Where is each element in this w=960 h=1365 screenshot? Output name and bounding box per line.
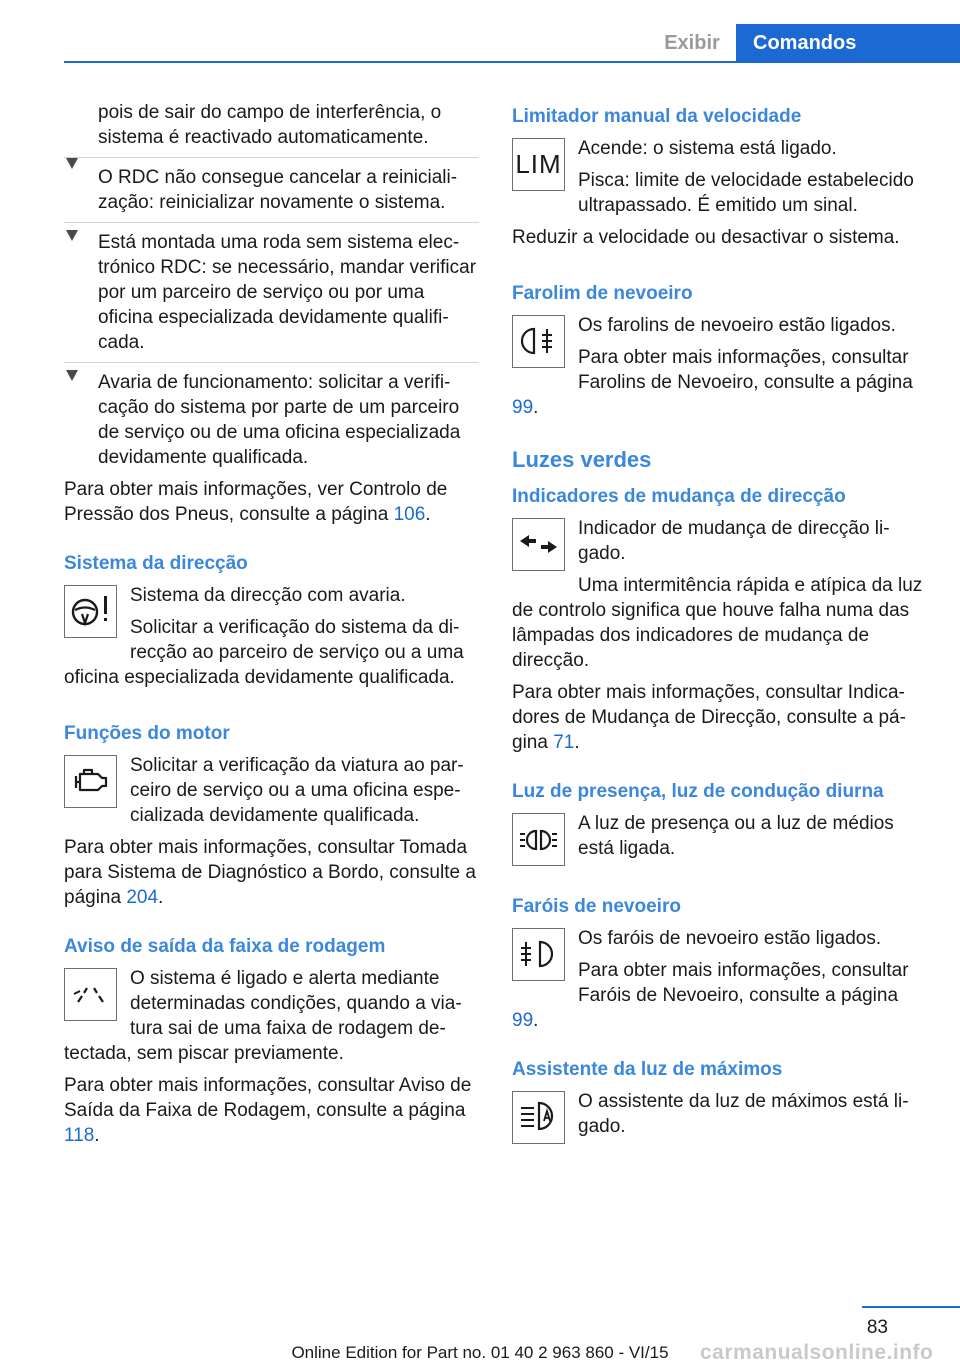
front-fog-text: Os faróis de nevoeiro estão ligados. — [578, 928, 882, 949]
speed-text-3: Reduzir a velocidade ou desactivar o sistema. — [512, 227, 900, 248]
triangle-bullet-icon — [66, 158, 78, 169]
edition-footer: Online Edition for Part no. 01 40 2 963 860 - VI/15 — [291, 1343, 669, 1362]
page-link[interactable]: 118 — [64, 1125, 95, 1146]
engine-more-info: Para obter mais informações, consultar Tomada para Sistema de Diagnóstico a Bordo, consulte a página 204. — [64, 837, 476, 908]
triangle-bullet-icon — [66, 370, 78, 381]
section-title-parking-light: Luz de presença, luz de condução diurna — [512, 781, 884, 802]
speed-text-1: Acende: o sistema está ligado. — [578, 138, 837, 159]
footer-rule — [862, 1306, 960, 1308]
list-item — [64, 362, 479, 470]
section-title-speed-limiter: Limitador manual da velocidade — [512, 106, 802, 127]
header-rule — [64, 61, 960, 63]
section-title-engine: Funções do motor — [64, 723, 230, 744]
list-item-text: O RDC não consegue cancelar a reinicialização: reinicializar novamente o sistema. — [98, 167, 458, 213]
list-item-text: Está montada uma roda sem sistema electrónico RDC: se necessário, mandar verificar por um parceiro de serviço ou por uma oficina especializada devidamente qualificada. — [98, 232, 477, 353]
turn-text-1: Indicador de mudança de direcção ligado. — [578, 518, 890, 564]
page-link[interactable]: 99 — [512, 1010, 534, 1031]
list-item — [64, 222, 479, 355]
tab-exibir[interactable]: Exibir — [664, 32, 720, 54]
lane-departure-icon — [64, 968, 117, 1021]
page-link[interactable]: 99 — [512, 397, 534, 418]
intro-continuation: pois de sair do campo de interferência, o sistema é reactivado automaticamente. — [98, 102, 442, 148]
steering-warning-icon — [64, 585, 117, 638]
turn-text-2: Uma intermitência rápida e atípica da luz de controlo significa que houve falha numa das lâmpadas dos indicadores de mudança de direcção. — [512, 575, 923, 671]
section-title-steering: Sistema da direcção — [64, 553, 248, 574]
turn-more-info: Para obter mais informações, consultar Indicadores de Mudança de Direcção, consulte a página 71. — [512, 682, 906, 753]
speed-text-2: Pisca: limite de velocidade estabelecido ultrapassado. É emitido um sinal. — [578, 170, 914, 216]
watermark: carmanualsonline.info — [700, 1341, 934, 1364]
high-beam-text: O assistente da luz de máximos está ligado. — [578, 1091, 909, 1137]
left-column — [64, 100, 479, 1155]
section-title-lane: Aviso de saída da faixa de rodagem — [64, 936, 386, 957]
parking-light-icon — [512, 813, 565, 866]
rear-fog-text: Os farolins de nevoeiro estão ligados. — [578, 315, 896, 336]
turn-signal-icon — [512, 518, 565, 571]
section-title-high-beam: Assistente da luz de máximos — [512, 1059, 783, 1080]
parking-text: A luz de presença ou a luz de médios está ligada. — [578, 813, 894, 859]
front-fog-more-info: Para obter mais informações, consultar Faróis de Nevoeiro, consulte a página 99. — [512, 960, 909, 1031]
page-number: 83 — [866, 1317, 888, 1338]
lim-icon-label: LIM — [515, 149, 562, 179]
page-link[interactable]: 106 — [393, 504, 426, 525]
tab-comandos[interactable]: Comandos — [736, 24, 960, 62]
steering-text-1: Sistema da direcção com avaria. — [130, 585, 406, 606]
rear-fog-more-info: Para obter mais informações, consultar Farolins de Nevoeiro, consulte a página 99. — [512, 347, 913, 418]
lim-icon — [512, 138, 565, 191]
rdc-more-info: Para obter mais informações, ver Controlo de Pressão dos Pneus, consulte a página 106. — [64, 479, 448, 525]
right-column — [512, 100, 927, 1148]
triangle-bullet-icon — [66, 230, 78, 241]
high-beam-assistant-icon — [512, 1091, 565, 1144]
lane-more-info: Para obter mais informações, consultar Aviso de Saída da Faixa de Rodagem, consulte a página 118. — [64, 1075, 472, 1146]
front-fog-light-icon — [512, 928, 565, 981]
section-title-green-lights: Luzes verdes — [512, 447, 652, 472]
list-item-text: Avaria de funcionamento: solicitar a verificação do sistema por parte de um parceiro de serviço ou de uma oficina especializada devidamente qualificada. — [98, 372, 461, 468]
section-title-turn-signals: Indicadores de mudança de direcção — [512, 486, 846, 507]
rear-fog-light-icon — [512, 315, 565, 368]
steering-text-2: Solicitar a verificação do sistema da direcção ao parceiro de serviço ou a uma oficina especializada devidamente qualificada. — [64, 617, 464, 688]
section-title-front-fog: Faróis de nevoeiro — [512, 896, 681, 917]
page-link[interactable]: 71 — [553, 732, 575, 753]
page-link[interactable]: 204 — [126, 887, 159, 908]
engine-icon — [64, 755, 117, 808]
lane-text: O sistema é ligado e alerta mediante determinadas condições, quando a viatura sai de uma faixa de rodagem detectada, sem piscar previamente. — [64, 968, 462, 1064]
list-item — [64, 157, 479, 215]
engine-text: Solicitar a verificação da viatura ao parceiro de serviço ou a uma oficina especializada devidamente qualificada. — [130, 755, 464, 826]
section-title-rear-fog: Farolim de nevoeiro — [512, 283, 693, 304]
